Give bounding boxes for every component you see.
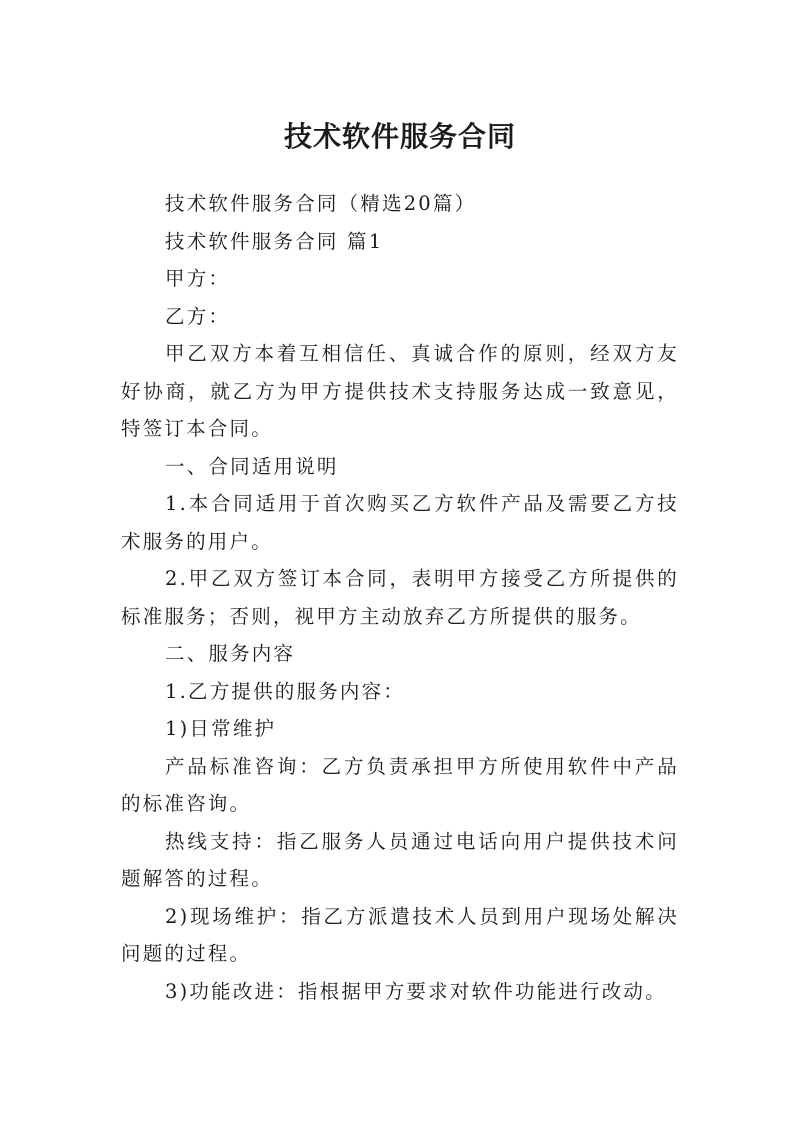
paragraph: 技术软件服务合同（精选20篇） <box>165 192 477 215</box>
paragraph: 2.甲乙双方签订本合同，表明甲方接受乙方所提供的标准服务；否则，视甲方主动放弃乙方所提供的服务。 <box>121 567 679 628</box>
paragraph: 1.本合同适用于首次购买乙方软件产品及需要乙方技术服务的用户。 <box>121 492 679 553</box>
paragraph: 产品标准咨询：乙方负责承担甲方所使用软件中产品的标准咨询。 <box>121 754 679 815</box>
paragraph: 1.乙方提供的服务内容： <box>165 679 406 703</box>
paragraph: 热线支持：指乙服务人员通过电话向用户提供技术问题解答的过程。 <box>121 829 679 890</box>
paragraph: 技术软件服务合同 篇1 <box>165 229 384 253</box>
paragraph: 甲方： <box>165 267 231 290</box>
section-heading: 一、合同适用说明 <box>165 454 339 478</box>
document-body <box>121 185 679 1010</box>
paragraph: 2)现场维护：指乙方派遣技术人员到用户现场处解决问题的过程。 <box>121 904 679 965</box>
section-heading: 二、服务内容 <box>165 642 296 665</box>
document-title: 技术软件服务合同 <box>283 119 516 153</box>
paragraph: 乙方： <box>165 304 231 328</box>
paragraph: 甲乙双方本着互相信任、真诚合作的原则，经双方友好协商，就乙方为甲方提供技术支持服务达成一致意见，特签订本合同。 <box>121 342 679 440</box>
paragraph: 1)日常维护 <box>165 717 277 740</box>
paragraph: 3)功能改进：指根据甲方要求对软件功能进行改动。 <box>165 979 667 1003</box>
